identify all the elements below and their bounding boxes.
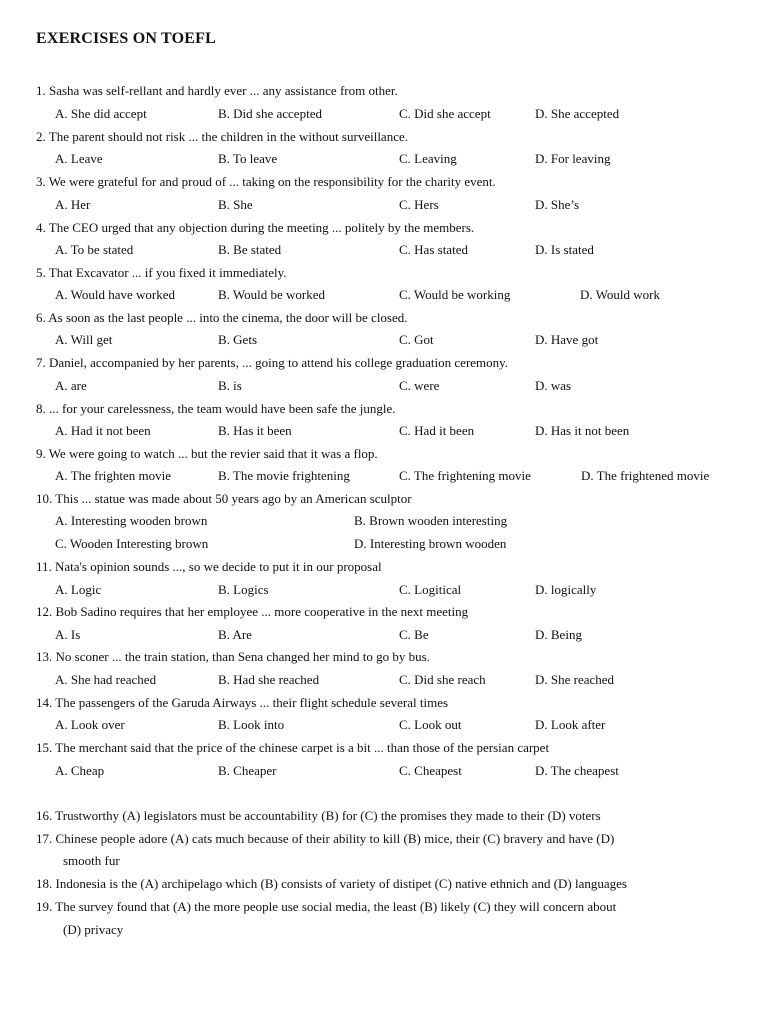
question-9-options — [0, 466, 768, 486]
option-b: B. Be stated — [218, 242, 282, 257]
question-18 — [0, 874, 768, 894]
question-text: 8. ... for your carelessness, the team would have been safe the jungle. — [36, 401, 396, 416]
question-text-continued: (D) privacy — [63, 922, 124, 937]
question-text: 10. This ... statue was made about 50 years ago by an American sculptor — [36, 491, 412, 506]
question-text: 12. Bob Sadino requires that her employee ... more cooperative in the next meeting — [36, 604, 469, 619]
option-c: C. Had it been — [399, 423, 475, 438]
option-a: A. Is — [55, 627, 81, 642]
option-d: D. The frightened movie — [581, 468, 710, 483]
option-c: C. The frightening movie — [399, 468, 531, 483]
option-a: A. Will get — [55, 332, 113, 347]
option-a: A. Logic — [55, 582, 102, 597]
question-text: 18. Indonesia is the (A) archipelago which (B) consists of variety of distipet (C) native ethnich and (D) languages — [36, 876, 627, 891]
option-c: C. were — [399, 378, 440, 393]
option-d: D. was — [535, 378, 572, 393]
option-c: C. Logitical — [399, 582, 462, 597]
option-a: A. She did accept — [55, 106, 147, 121]
option-a: A. Look over — [55, 717, 125, 732]
question-11 — [0, 557, 768, 577]
question-7 — [0, 353, 768, 373]
question-text: 11. Nata's opinion sounds ..., so we decide to put it in our proposal — [36, 559, 382, 574]
question-12 — [0, 602, 768, 622]
option-d: D. She reached — [535, 672, 615, 687]
question-5 — [0, 263, 768, 283]
option-d: D. She accepted — [535, 106, 620, 121]
option-b: B. Are — [218, 627, 252, 642]
question-text: 15. The merchant said that the price of the chinese carpet is a bit ... than those of the persian carpet — [36, 740, 550, 755]
question-3-options — [0, 195, 768, 215]
option-d: D. For leaving — [535, 151, 611, 166]
question-7-options — [0, 376, 768, 396]
option-a: A. are — [55, 378, 87, 393]
option-a: A. To be stated — [55, 242, 134, 257]
page-title: EXERCISES ON TOEFL — [36, 30, 216, 47]
option-d: D. The cheapest — [535, 763, 619, 778]
question-text: 3. We were grateful for and proud of ... taking on the responsibility for the charity event. — [36, 174, 496, 189]
question-9 — [0, 444, 768, 464]
option-c: C. Did she accept — [399, 106, 491, 121]
question-4-options — [0, 240, 768, 260]
option-b: B. Gets — [218, 332, 257, 347]
option-c: C. Leaving — [399, 151, 457, 166]
option-b: B. Logics — [218, 582, 269, 597]
option-d: D. Has it not been — [535, 423, 630, 438]
option-b: B. is — [218, 378, 242, 393]
option-d: D. Being — [535, 627, 582, 642]
question-1 — [0, 81, 768, 101]
question-text: 17. Chinese people adore (A) cats much because of their ability to kill (B) mice, their (C) bravery and have (D) — [36, 831, 615, 846]
option-b: B. Brown wooden interesting — [354, 513, 508, 528]
option-b: B. Cheaper — [218, 763, 277, 778]
question-text: 9. We were going to watch ... but the revier said that it was a flop. — [36, 446, 378, 461]
option-c: C. Look out — [399, 717, 462, 732]
question-11-options — [0, 580, 768, 600]
option-d: D. She’s — [535, 197, 580, 212]
question-19-continuation — [0, 920, 768, 940]
option-a: A. Leave — [55, 151, 103, 166]
question-6-options — [0, 330, 768, 350]
question-17 — [0, 829, 768, 849]
option-d: D. Look after — [535, 717, 606, 732]
question-14-options — [0, 715, 768, 735]
question-2 — [0, 127, 768, 147]
question-13 — [0, 647, 768, 667]
option-d: D. Have got — [535, 332, 599, 347]
question-14 — [0, 693, 768, 713]
question-19 — [0, 897, 768, 917]
option-b: B. To leave — [218, 151, 278, 166]
option-b: B. She — [218, 197, 253, 212]
question-2-options — [0, 149, 768, 169]
question-4 — [0, 218, 768, 238]
option-b: B. Did she accepted — [218, 106, 322, 121]
question-6 — [0, 308, 768, 328]
question-3 — [0, 172, 768, 192]
question-16 — [0, 806, 768, 826]
question-text: 13. No sconer ... the train station, than Sena changed her mind to go by bus. — [36, 649, 430, 664]
option-a: A. She had reached — [55, 672, 157, 687]
question-text: 19. The survey found that (A) the more people use social media, the least (B) likely (C) they will concern about — [36, 899, 617, 914]
question-15-options — [0, 761, 768, 781]
question-12-options — [0, 625, 768, 645]
option-b: B. The movie frightening — [218, 468, 350, 483]
question-5-options — [0, 285, 768, 305]
question-text: 1. Sasha was self-rellant and hardly ever ... any assistance from other. — [36, 83, 398, 98]
question-13-options — [0, 670, 768, 690]
question-10-options-row-2 — [0, 534, 768, 554]
option-a: A. Had it not been — [55, 423, 151, 438]
question-text: 7. Daniel, accompanied by her parents, ... going to attend his college graduation ceremony. — [36, 355, 509, 370]
question-15 — [0, 738, 768, 758]
option-a: A. Her — [55, 197, 91, 212]
question-8 — [0, 399, 768, 419]
option-b: B. Has it been — [218, 423, 292, 438]
option-c: C. Hers — [399, 197, 439, 212]
question-8-options — [0, 421, 768, 441]
option-a: A. The frighten movie — [55, 468, 172, 483]
option-c: C. Be — [399, 627, 429, 642]
option-c: C. Did she reach — [399, 672, 486, 687]
question-text: 2. The parent should not risk ... the children in the without surveillance. — [36, 129, 408, 144]
question-text: 14. The passengers of the Garuda Airways ... their flight schedule several times — [36, 695, 449, 710]
option-a: A. Would have worked — [55, 287, 176, 302]
option-d: D. logically — [535, 582, 597, 597]
question-1-options — [0, 104, 768, 124]
question-text: 16. Trustworthy (A) legislators must be accountability (B) for (C) the promises they made to their (D) voters — [36, 808, 601, 823]
question-text: 4. The CEO urged that any objection during the meeting ... politely by the members. — [36, 220, 475, 235]
option-d: D. Interesting brown wooden — [354, 536, 507, 551]
option-b: B. Look into — [218, 717, 285, 732]
question-10 — [0, 489, 768, 509]
question-text-continued: smooth fur — [63, 853, 120, 868]
option-b: B. Would be worked — [218, 287, 326, 302]
option-c: C. Got — [399, 332, 434, 347]
option-b: B. Had she reached — [218, 672, 320, 687]
option-c: C. Has stated — [399, 242, 468, 257]
option-c: C. Would be working — [399, 287, 511, 302]
option-d: D. Is stated — [535, 242, 594, 257]
question-text: 5. That Excavator ... if you fixed it immediately. — [36, 265, 287, 280]
question-17-continuation — [0, 851, 768, 871]
question-text: 6. As soon as the last people ... into the cinema, the door will be closed. — [36, 310, 408, 325]
option-c: C. Wooden Interesting brown — [55, 536, 209, 551]
option-a: A. Interesting wooden brown — [55, 513, 208, 528]
option-a: A. Cheap — [55, 763, 105, 778]
option-c: C. Cheapest — [399, 763, 462, 778]
option-d: D. Would work — [580, 287, 660, 302]
question-10-options-row-1 — [0, 511, 768, 531]
